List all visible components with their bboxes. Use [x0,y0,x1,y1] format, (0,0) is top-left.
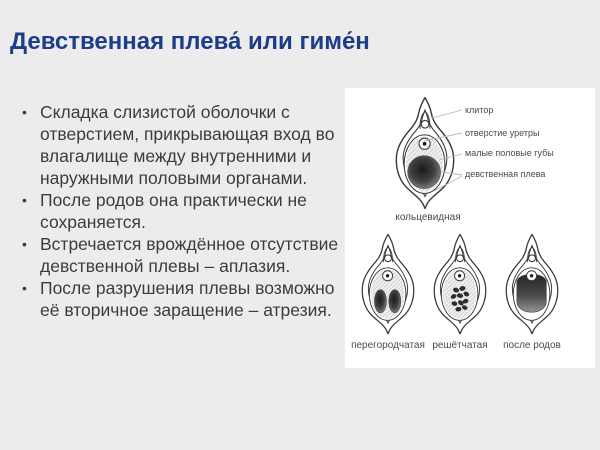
figure-caption-postpartum: после родов [503,340,561,351]
bullet-text: После родов она практически не сохраняется. [40,190,307,232]
bullet-text: Складка слизистой оболочки с отверстием, прикрывающая вход во влагалище между внутренними и наружными половыми органами. [40,102,335,188]
bullet-marker: • [22,192,27,208]
figure-septate [348,232,428,351]
figure-postpartum [492,232,572,351]
figure-caption-annular: кольцевидная [395,212,461,223]
diagram-label-urethra: отверстие уретры [465,128,540,138]
diagram-label-hymen: девственная плева [465,169,546,179]
bullet-list [22,101,340,321]
list-item [22,101,340,189]
figure-cribriform [420,232,500,351]
figure-postpartum-drawing [496,232,568,337]
bullet-text: После разрушения плевы возможно её вторичное заращение – атрезия. [40,278,335,320]
figure-septate-drawing [352,232,424,337]
list-item [22,277,340,321]
figure-caption-cribriform: решётчатая [432,340,488,351]
bullet-marker: • [22,104,27,120]
figure-caption-septate: перегородчатая [351,340,425,351]
diagram-label-labia-minora: малые половые губы [465,148,554,158]
page-title: Девственная плева́ или гиме́н [10,28,370,56]
diagram-label-clitoris: клитор [465,105,494,115]
list-item [22,233,340,277]
bullet-marker: • [22,280,27,296]
diagram-panel [345,88,595,368]
bullet-marker: • [22,236,27,252]
figure-cribriform-drawing [424,232,496,337]
list-item [22,189,340,233]
bullet-text: Встречается врождённое отсутствие девственной плевы – аплазия. [40,234,339,276]
